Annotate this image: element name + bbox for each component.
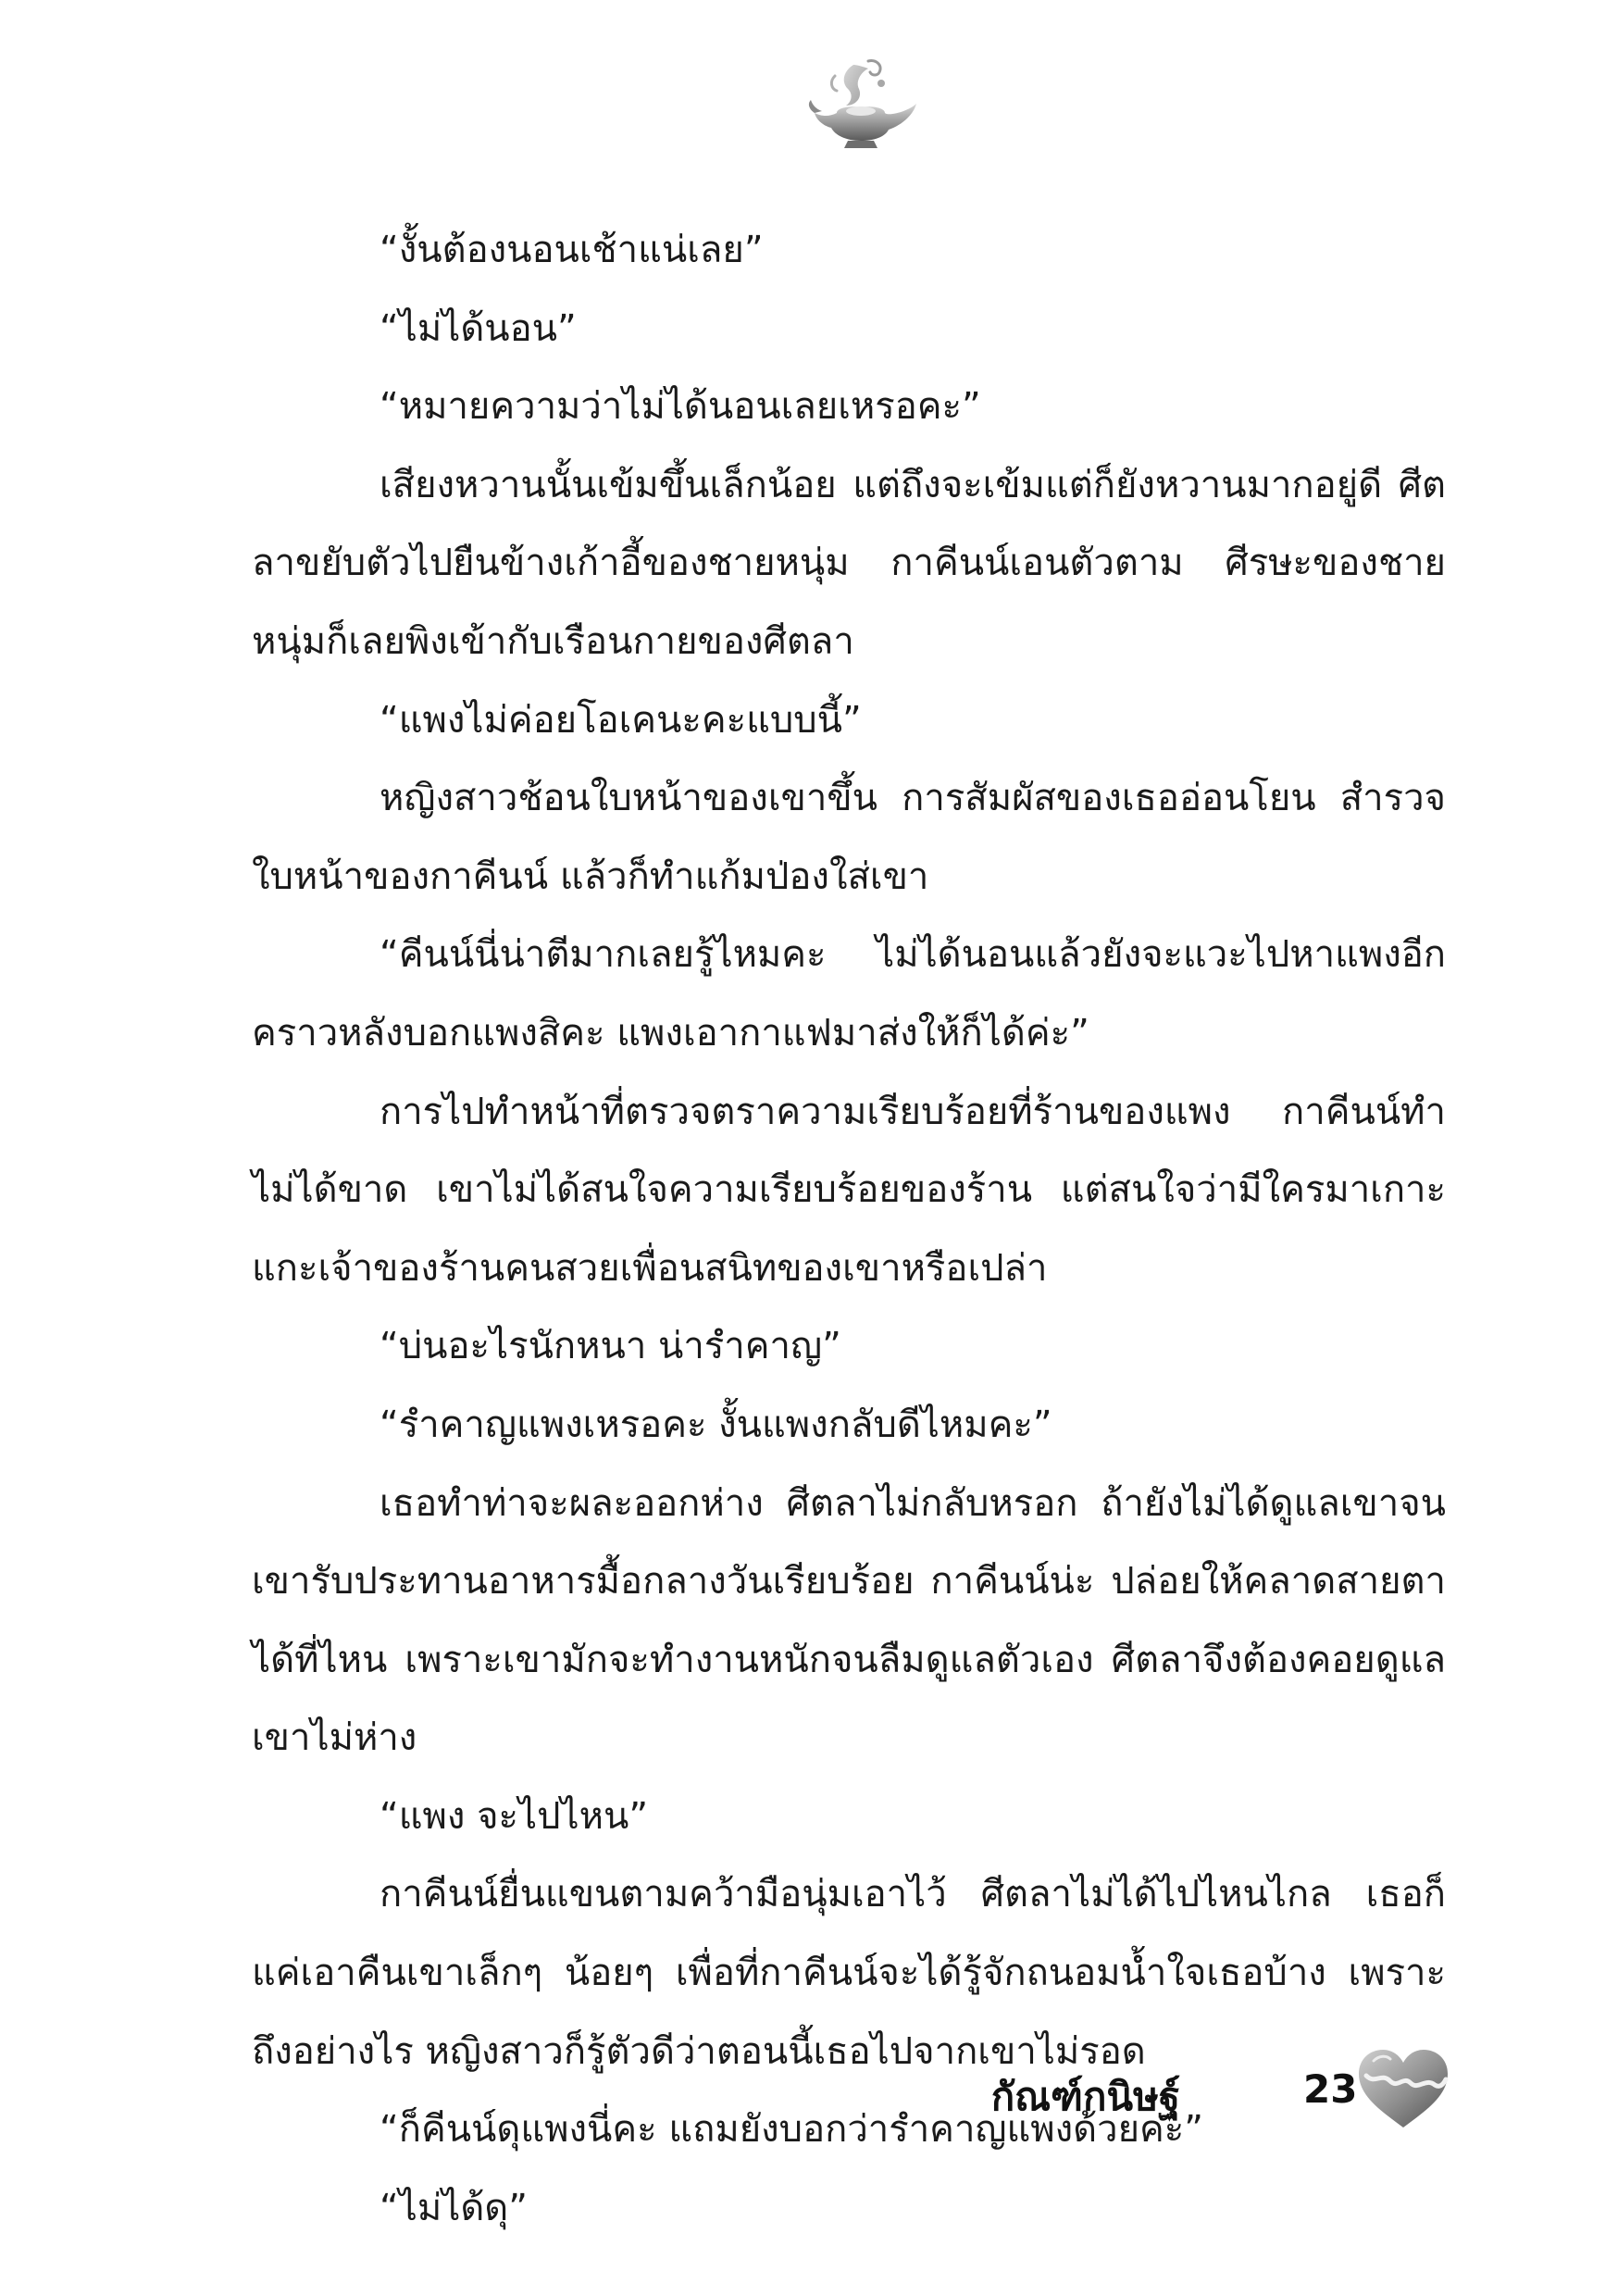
paragraph: “หมายความว่าไม่ได้นอนเลยเหรอคะ”: [380, 385, 981, 429]
paragraph: เธอทำท่าจะผละออกห่าง ศีตลาไม่กลับหรอก ถ้ายังไม่ได้ดูแลเขาจนเขารับประทานอาหารมื้อกลางวันเรียบร้อย กาคีนน์น่ะ ปล่อยให้คลาดสายตาได้ที่ไหน เพราะเขามักจะทำงานหนักจนลืมดูแลตัวเอง ศีตลาจึงต้องคอยดูแลเขาไม่ห่าง: [252, 1481, 1446, 1760]
paragraph: กาคีนน์ยื่นแขนตามคว้ามือนุ่มเอาไว้ ศีตลาไม่ได้ไปไหนไกล เธอก็แค่เอาคืนเขาเล็กๆ น้อยๆ เพื่อที่กาคีนน์จะได้รู้จักถนอมน้ำใจเธอบ้าง เพราะถึงอย่างไร หญิงสาวก็รู้ตัวดีว่าตอนนี้เธอไปจากเขาไม่รอด: [252, 1873, 1446, 2073]
paragraph: “คีนน์นี่น่าตีมากเลยรู้ไหมคะ ไม่ได้นอนแล้วยังจะแวะไปหาแพงอีก คราวหลังบอกแพงสิคะ แพงเอากาแฟมาส่งให้ก็ได้ค่ะ”: [252, 933, 1446, 1054]
paragraph: “แพงไม่ค่อยโอเคนะคะแบบนี้”: [380, 698, 862, 742]
paragraph: การไปทำหน้าที่ตรวจตราความเรียบร้อยที่ร้านของแพง กาคีนน์ทำไม่ได้ขาด เขาไม่ได้สนใจความเรียบร้อยของร้าน แต่สนใจว่ามีใครมาเกาะแกะเจ้าของร้านคนสวยเพื่อนสนิทของเขาหรือเปล่า: [252, 1090, 1446, 1290]
paragraph: หญิงสาวช้อนใบหน้าของเขาขึ้น การสัมผัสของเธออ่อนโยน สำรวจใบหน้าของกาคีนน์ แล้วก็ทำแก้มป่องใส่เขา: [252, 777, 1446, 898]
author-name: กัณฑ์กนิษฐ์: [990, 2074, 1180, 2119]
body-text: [252, 211, 1446, 2247]
paragraph: “บ่นอะไรนักหนา น่ารำคาญ”: [380, 1325, 841, 1368]
genie-lamp-icon: [800, 56, 922, 159]
page-number: 23: [1303, 2066, 1358, 2112]
page-footer: [990, 2044, 1370, 2155]
paragraph: “ไม่ได้นอน”: [380, 306, 577, 350]
paragraph: เสียงหวานนั้นเข้มขึ้นเล็กน้อย แต่ถึงจะเข้มแต่ก็ยังหวานมากอยู่ดี ศีตลาขยับตัวไปยืนข้างเก้าอี้ของชายหนุ่ม กาคีนน์เอนตัวตาม ศีรษะของชายหนุ่มก็เลยพิงเข้ากับเรือนกายของศีตลา: [252, 463, 1446, 663]
paragraph: “ไม่ได้ดุ”: [380, 2186, 528, 2229]
paragraph: “งั้นต้องนอนเช้าแน่เลย”: [380, 229, 764, 271]
paragraph: “ก็คีนน์ดุแพงนี่คะ แถมยังบอกว่ารำคาญแพงด้วยค่ะ”: [380, 2108, 1203, 2152]
heart-icon: [1353, 2044, 1453, 2133]
paragraph: “รำคาญแพงเหรอคะ งั้นแพงกลับดีไหมคะ”: [380, 1403, 1052, 1446]
paragraph: “แพง จะไปไหน”: [380, 1794, 649, 1838]
